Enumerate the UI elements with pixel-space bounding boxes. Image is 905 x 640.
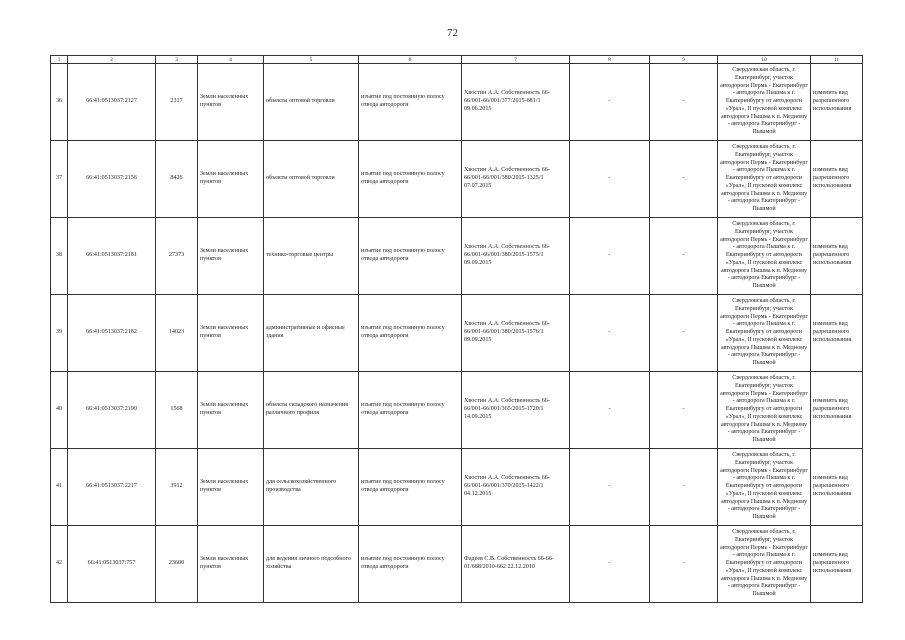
column-number: 7 (462, 56, 570, 64)
column-8-cell: - (570, 218, 650, 295)
location-cell: Свердловская область, г. Екатеринбург, участок автодороги Пермь - Екатеринбург - автодорога Пышма к г. Екатеринбургу от автодороги «Урал», II пусковой комплекс автодорога Пышма к п. Медному - автодорога Екатеринбург - Пышмой (718, 526, 811, 603)
action-cell: изменить вид разрешенного использования (811, 372, 863, 449)
column-8-cell: - (570, 295, 650, 372)
action-cell: изменить вид разрешенного использования (811, 449, 863, 526)
row-number-cell: 41 (51, 449, 68, 526)
action-cell: изменить вид разрешенного использования (811, 526, 863, 603)
column-number: 10 (718, 56, 811, 64)
table-row (51, 526, 863, 603)
owner-rights-cell: Хвостин А.А. Собственность 66-66/001-66/001/380/2015-1576/1 09.09.2015 (462, 295, 570, 372)
area-cell: 27373 (156, 218, 198, 295)
owner-rights-cell: Хвостин А.А. Собственность 66-66/001-66/001/365/2015-1720/1 14.09.2015 (462, 372, 570, 449)
column-8-cell: - (570, 141, 650, 218)
land-category-cell: Земли населенных пунктов (198, 526, 264, 603)
page-number: 72 (447, 27, 458, 39)
table-row (51, 141, 863, 218)
permitted-use-cell: для сельскохозяйственного производства (264, 449, 359, 526)
row-number-cell: 38 (51, 218, 68, 295)
purpose-cell: изъятие под постоянную полосу отвода автодороги (359, 218, 462, 295)
cadastral-number-cell: 66:41:0513037:2190 (68, 372, 156, 449)
column-number-row (51, 56, 863, 64)
column-number: 3 (156, 56, 198, 64)
column-8-cell: - (570, 449, 650, 526)
column-9-cell: - (650, 449, 718, 526)
location-cell: Свердловская область, г. Екатеринбург, участок автодороги Пермь - Екатеринбург - автодорога Пышма к г. Екатеринбургу от автодороги «Урал», II пусковой комплекс автодорога Пышма к п. Медному - автодорога Екатеринбург - Пышмой (718, 449, 811, 526)
owner-rights-cell: Хвостин А.А. Собственность 66-66/001-66/001/380/2015-1575/1 09.09.2015 (462, 218, 570, 295)
action-cell: изменить вид разрешенного использования (811, 295, 863, 372)
land-category-cell: Земли населенных пунктов (198, 141, 264, 218)
column-9-cell: - (650, 141, 718, 218)
permitted-use-cell: технико-торговые центры (264, 218, 359, 295)
area-cell: 1568 (156, 372, 198, 449)
column-9-cell: - (650, 64, 718, 141)
row-number-cell: 40 (51, 372, 68, 449)
purpose-cell: изъятие под постоянную полосу отвода автодороги (359, 372, 462, 449)
permitted-use-cell: административные и офисные здания (264, 295, 359, 372)
table-row (51, 218, 863, 295)
location-cell: Свердловская область, г. Екатеринбург, участок автодороги Пермь - Екатеринбург - автодорога Пышма к г. Екатеринбургу от автодороги «Урал», II пусковой комплекс автодорога Пышма к п. Медному - автодорога Екатеринбург - Пышмой (718, 372, 811, 449)
land-category-cell: Земли населенных пунктов (198, 64, 264, 141)
row-number-cell: 39 (51, 295, 68, 372)
action-cell: изменить вид разрешенного использования (811, 141, 863, 218)
land-category-cell: Земли населенных пунктов (198, 372, 264, 449)
owner-rights-cell: Фадеев С.В. Собственность 66-66-01/688/2010-662 22.12.2010 (462, 526, 570, 603)
permitted-use-cell: объекты оптовой торговли (264, 64, 359, 141)
location-cell: Свердловская область, г. Екатеринбург, участок автодороги Пермь - Екатеринбург - автодорога Пышма к г. Екатеринбургу от автодороги «Урал», II пусковой комплекс автодорога Пышма к п. Медному - автодорога Екатеринбург - Пышмой (718, 218, 811, 295)
table-row (51, 449, 863, 526)
column-number: 5 (264, 56, 359, 64)
area-cell: 14023 (156, 295, 198, 372)
land-plots-table (50, 55, 863, 603)
action-cell: изменить вид разрешенного использования (811, 218, 863, 295)
column-8-cell: - (570, 526, 650, 603)
area-cell: 3912 (156, 449, 198, 526)
table-row (51, 64, 863, 141)
column-9-cell: - (650, 526, 718, 603)
purpose-cell: изъятие под постоянную полосу отвода автодороги (359, 526, 462, 603)
permitted-use-cell: объекты оптовой торговли (264, 141, 359, 218)
column-number: 4 (198, 56, 264, 64)
column-number: 1 (51, 56, 68, 64)
row-number-cell: 42 (51, 526, 68, 603)
table-row (51, 372, 863, 449)
owner-rights-cell: Хвостин А.А. Собственность 66-66/001-66/001/377/2015-681/1 09.06.2015 (462, 64, 570, 141)
area-cell: 2317 (156, 64, 198, 141)
action-cell: изменить вид разрешенного использования (811, 64, 863, 141)
column-number: 6 (359, 56, 462, 64)
cadastral-number-cell: 66:41:0513037:2217 (68, 449, 156, 526)
purpose-cell: изъятие под постоянную полосу отвода автодороги (359, 295, 462, 372)
cadastral-number-cell: 66:41:0513037:2156 (68, 141, 156, 218)
cadastral-number-cell: 66:41:0513037:2181 (68, 218, 156, 295)
column-9-cell: - (650, 218, 718, 295)
cadastral-number-cell: 66:41:0513037:2127 (68, 64, 156, 141)
purpose-cell: изъятие под постоянную полосу отвода автодороги (359, 449, 462, 526)
owner-rights-cell: Хвостин А.А. Собственность 66-66/001-66/001/380/2015-1325/1 07.07.2015 (462, 141, 570, 218)
column-9-cell: - (650, 372, 718, 449)
row-number-cell: 37 (51, 141, 68, 218)
column-8-cell: - (570, 372, 650, 449)
column-number: 2 (68, 56, 156, 64)
permitted-use-cell: для ведения личного подсобного хозяйства (264, 526, 359, 603)
column-8-cell: - (570, 64, 650, 141)
location-cell: Свердловская область, г. Екатеринбург, участок автодороги Пермь - Екатеринбург - автодорога Пышма к г. Екатеринбургу от автодороги «Урал», II пусковой комплекс автодорога Пышма к п. Медному - автодорога Екатеринбург - Пышмой (718, 295, 811, 372)
owner-rights-cell: Хвостин А.А. Собственность 66-66/001-66/001/370/2015-1422/1 04.12.2015 (462, 449, 570, 526)
column-number: 8 (570, 56, 650, 64)
column-number: 11 (811, 56, 863, 64)
row-number-cell: 36 (51, 64, 68, 141)
area-cell: 23600 (156, 526, 198, 603)
cadastral-number-cell: 66:41:0513037:2182 (68, 295, 156, 372)
land-category-cell: Земли населенных пунктов (198, 218, 264, 295)
area-cell: 8426 (156, 141, 198, 218)
cadastral-number-cell: 66:41:0513037:757 (68, 526, 156, 603)
land-category-cell: Земли населенных пунктов (198, 449, 264, 526)
column-number: 9 (650, 56, 718, 64)
column-9-cell: - (650, 295, 718, 372)
land-category-cell: Земли населенных пунктов (198, 295, 264, 372)
purpose-cell: изъятие под постоянную полосу отвода автодороги (359, 64, 462, 141)
location-cell: Свердловская область, г. Екатеринбург, участок автодороги Пермь - Екатеринбург - автодорога Пышма к г. Екатеринбургу от автодороги «Урал», II пусковой комплекс автодорога Пышма к п. Медному - автодорога Екатеринбург - Пышмой (718, 64, 811, 141)
location-cell: Свердловская область, г. Екатеринбург, участок автодороги Пермь - Екатеринбург - автодорога Пышма к г. Екатеринбургу от автодороги «Урал», II пусковой комплекс автодорога Пышма к п. Медному - автодорога Екатеринбург - Пышмой (718, 141, 811, 218)
table-row (51, 295, 863, 372)
purpose-cell: изъятие под постоянную полосу отвода автодороги (359, 141, 462, 218)
permitted-use-cell: объекты складского назначения различного профиля (264, 372, 359, 449)
